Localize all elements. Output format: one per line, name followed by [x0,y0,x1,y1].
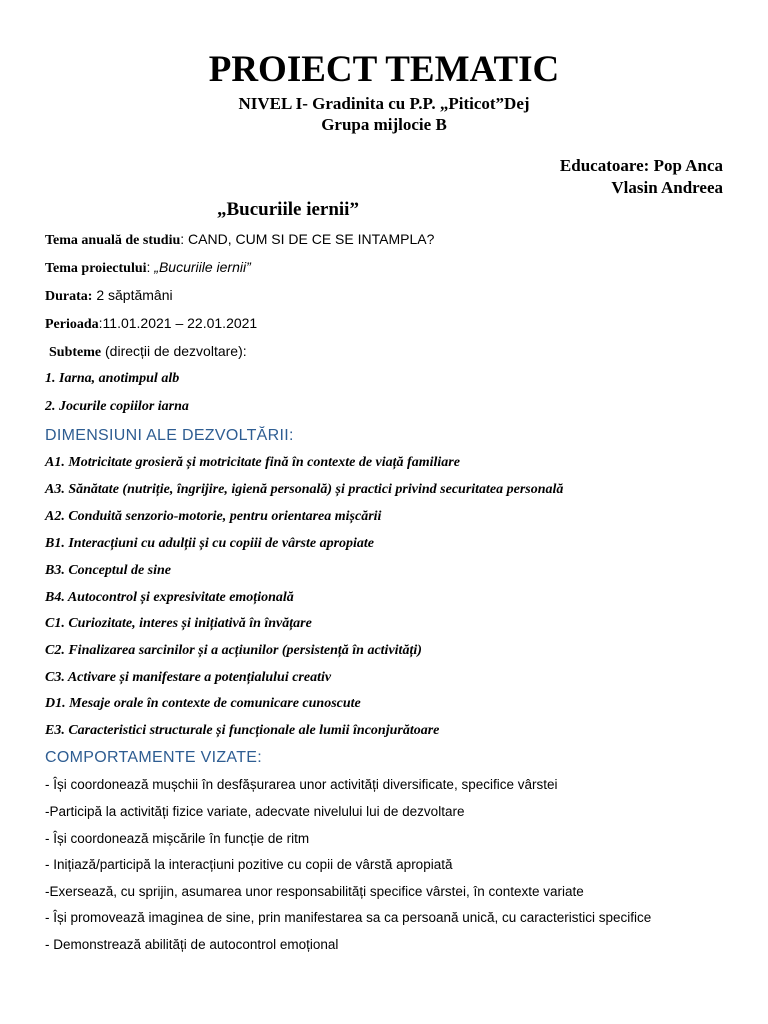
dimension-item: A1. Motricitate grosieră și motricitate fină în contexte de viață familiare [45,455,460,470]
annual-theme-value: : CAND, CUM SI DE CE SE INTAMPLA? [180,231,435,247]
theme-title: „Bucuriile iernii” [217,199,359,220]
dimension-item: C1. Curiozitate, interes și inițiativă în învățare [45,616,312,631]
behavior-item: - Demonstrează abilități de autocontrol emoțional [45,937,339,952]
behavior-item: - Își coordonează mișcările în funcție de ritm [45,831,310,846]
kindergarten-level: NIVEL I- Gradinita cu P.P. „Piticot”Dej [238,94,530,113]
educator-1: Educatoare: Pop Anca [559,156,723,175]
duration-value: 2 săptămâni [92,287,173,303]
period-value: :11.01.2021 – 22.01.2021 [98,315,258,331]
document-title: PROIECT TEMATIC [208,49,560,90]
annual-theme-line [45,229,434,251]
dimension-item: A3. Sănătate (nutriție, îngrijire, igienă personală) și practici privind securitatea personală [45,482,564,497]
behavior-item: -Exersează, cu sprijin, asumarea unor responsabilități specifice vârstei, în contexte variate [45,884,584,899]
dimension-item: A2. Conduită senzorio-motorie, pentru orientarea mișcării [45,509,382,524]
subtheme-2: 2. Jocurile copiilor iarna [45,399,189,414]
dimension-item: D1. Mesaje orale în contexte de comunicare cunoscute [45,696,361,711]
educator-2: Vlasin Andreea [611,178,723,197]
project-theme-sep: : [146,259,155,275]
behavior-item: -Participă la activități fizice variate, adecvate nivelului lui de dezvoltare [45,804,465,819]
period-label: Perioada [45,317,99,332]
behaviors-heading: COMPORTAMENTE VIZATE: [45,749,262,766]
duration-label: Durata: [45,289,93,304]
dimension-item: B3. Conceptul de sine [45,563,172,578]
annual-theme-label: Tema anuală de studiu [45,233,181,248]
dimension-item: E3. Caracteristici structurale și funcționale ale lumii înconjurătoare [45,723,440,738]
behavior-item: - Își coordonează mușchii în desfășurarea unor activități diversificate, specifice vârstei [45,777,558,792]
subthemes-line [49,341,247,363]
dimensions-heading: DIMENSIUNI ALE DEZVOLTĂRII: [45,427,294,444]
project-theme-line [45,257,251,279]
project-theme-value: „Bucuriile iernii” [154,259,251,275]
period-line [45,313,257,335]
subtheme-1: 1. Iarna, anotimpul alb [45,371,180,386]
duration-line [45,285,173,307]
group-name: Grupa mijlocie B [321,115,447,134]
dimension-item: B1. Interacțiuni cu adulții și cu copiii de vârste apropiate [45,536,375,551]
dimension-item: C2. Finalizarea sarcinilor și a acțiunilor (persistență în activități) [45,643,422,658]
behavior-item: - Își promovează imaginea de sine, prin manifestarea sa ca persoană unică, cu caracteristici specifice [45,910,652,925]
subthemes-label: Subteme [49,345,102,360]
dimension-item: B4. Autocontrol și expresivitate emoțională [45,590,294,605]
behavior-item: - Inițiază/participă la interacțiuni pozitive cu copii de vârstă apropiată [45,857,453,872]
subthemes-value: (direcții de dezvoltare): [101,343,247,359]
dimension-item: C3. Activare și manifestare a potențialului creativ [45,670,332,685]
project-theme-label: Tema proiectului [45,261,147,276]
